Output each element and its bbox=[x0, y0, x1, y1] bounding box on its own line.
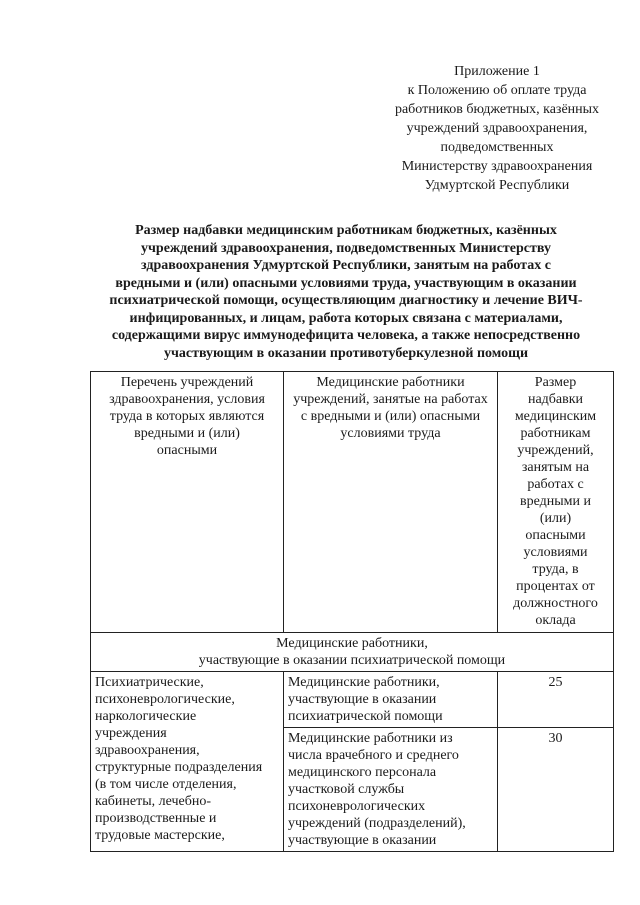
title-line: вредными и (или) опасными условиями труда, участвующим в оказании bbox=[115, 275, 577, 291]
header-percent: Размер надбавки медицинским работникам учреждений, занятым на работах с вредными и (или) опасными условиями труда, в процентах от должностного оклада bbox=[498, 372, 614, 633]
appendix-line: к Положению об оплате труда bbox=[407, 83, 587, 98]
table-row bbox=[91, 672, 614, 728]
title-line: участвующим в оказании противотуберкулезной помощи bbox=[163, 345, 529, 361]
section-row bbox=[91, 633, 614, 672]
title-line: психиатрической помощи, осуществляющим диагностику и лечение ВИЧ- bbox=[109, 293, 583, 308]
title-line: инфицированных, и лицам, работа которых связана с материалами, bbox=[129, 310, 563, 326]
header-institutions: Перечень учреждений здравоохранения, условия труда в которых являются вредными и (или) опасными bbox=[91, 372, 284, 633]
percent-cell: 30 bbox=[498, 728, 614, 852]
title-line: учреждений здравоохранения, подведомственных Министерству bbox=[141, 240, 551, 256]
allowance-table bbox=[90, 371, 614, 852]
appendix-block bbox=[372, 62, 622, 195]
workers-cell: Медицинские работники из числа врачебного и среднего медицинского персонала участковой службы психоневрологических учреждений (подразделений), участвующие в оказании bbox=[284, 728, 498, 852]
percent-cell: 25 bbox=[498, 672, 614, 728]
appendix-line: Удмуртской Республики bbox=[424, 178, 570, 193]
appendix-line: учреждений здравоохранения, bbox=[406, 121, 588, 136]
document-title bbox=[96, 222, 596, 362]
title-line: Размер надбавки медицинским работникам бюджетных, казённых bbox=[135, 223, 557, 238]
appendix-line: подведомственных bbox=[440, 140, 554, 155]
table-header-row bbox=[91, 372, 614, 633]
institutions-cell: Психиатрические, психоневрологические, наркологические учреждения здравоохранения, структурные подразделения (в том числе отделения, кабинеты, лечебно- производственные и трудовые мастерские, bbox=[91, 672, 284, 852]
appendix-line: работников бюджетных, казённых bbox=[394, 102, 600, 117]
header-workers: Медицинские работники учреждений, занятые на работах с вредными и (или) опасными условиями труда bbox=[284, 372, 498, 633]
title-line: здравоохранения Удмуртской Республики, занятым на работах с bbox=[141, 258, 551, 273]
section-heading: Медицинские работники, участвующие в оказании психиатрической помощи bbox=[91, 633, 614, 672]
workers-cell: Медицинские работники, участвующие в оказании психиатрической помощи bbox=[284, 672, 498, 728]
title-line: содержащими вирус иммунодефицита человека, а также непосредственно bbox=[111, 328, 581, 343]
appendix-line: Министерству здравоохранения bbox=[401, 159, 593, 174]
appendix-line: Приложение 1 bbox=[454, 64, 540, 79]
